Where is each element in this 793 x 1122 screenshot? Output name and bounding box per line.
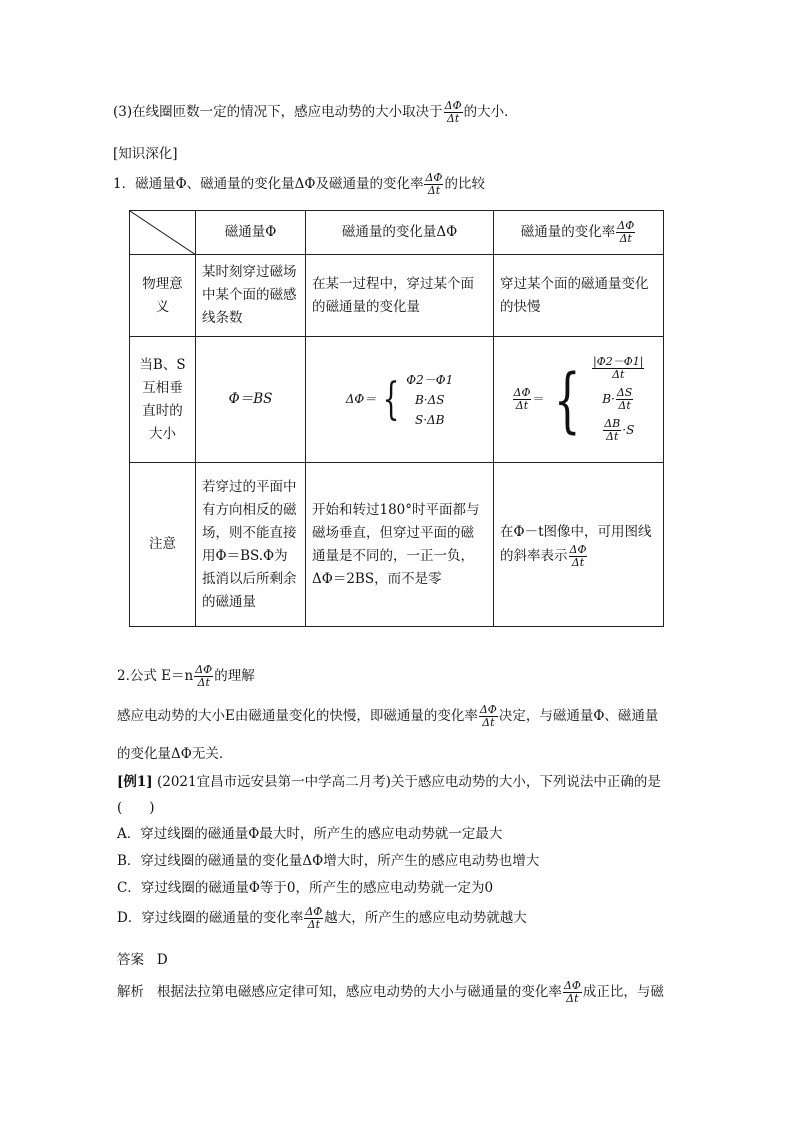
- brace-glyph: {: [382, 373, 400, 425]
- analysis-prefix: 根据法拉第电磁感应定律可知，感应电动势的大小与磁通量的变化率: [156, 984, 562, 1000]
- analysis-label: 解析: [117, 984, 144, 1000]
- fraction: [563, 980, 582, 1005]
- note-rate-text: 在Φ－t图像中，可用图线的斜率表示: [500, 523, 652, 564]
- answer-line: [117, 948, 168, 968]
- fraction-den: Δt: [619, 232, 632, 245]
- fraction-num: ΔΦ: [444, 99, 462, 112]
- fraction: [304, 906, 323, 931]
- paragraph-3-prefix: (3)在线圈匝数一定的情况下，感应电动势的大小取决于: [113, 104, 443, 120]
- fraction: [479, 704, 498, 729]
- piecewise-rate: [512, 356, 646, 443]
- fraction-den: Δt: [307, 918, 320, 931]
- table-row: [130, 255, 664, 337]
- fraction-den: Δt: [606, 430, 619, 443]
- cell-magnitude-change: [306, 337, 494, 463]
- rate-case-post: ·S: [622, 423, 635, 437]
- header-flux-rate-text: 磁通量的变化率: [520, 224, 616, 240]
- table-header-row: [130, 211, 664, 255]
- change-lhs: ΔΦ＝: [345, 392, 377, 406]
- fraction-num: ΔΦ: [513, 386, 531, 399]
- fraction-num: ΔΦ: [617, 219, 635, 232]
- rate-case-2: [591, 387, 645, 412]
- fraction-num: ΔΦ: [569, 542, 587, 556]
- option-d: [117, 906, 527, 931]
- fraction: [424, 172, 443, 197]
- paragraph-3-suffix: 的大小．: [463, 104, 518, 120]
- paragraph-3: [113, 100, 518, 125]
- cell-meaning-flux: 某时刻穿过磁场中某个面的磁感线条数: [196, 255, 306, 337]
- example-tag: [例1]: [117, 774, 153, 790]
- table-row: [130, 337, 664, 463]
- option-b: B．穿过线圈的磁通量的变化量ΔΦ增大时，所产生的感应电动势也增大: [117, 853, 540, 869]
- rate-case-3: [591, 418, 645, 443]
- paragraph-line-1: [117, 704, 658, 729]
- fraction: [603, 418, 621, 443]
- table-row: [130, 463, 664, 627]
- fraction-num: ΔS: [616, 386, 633, 399]
- fraction-den: Δt: [515, 399, 529, 412]
- rate-cases: [591, 356, 645, 443]
- rate-equals: ＝: [532, 392, 545, 406]
- option-d-suffix: 越大，所产生的感应电动势就越大: [324, 910, 527, 926]
- item-2-suffix: 的理解: [214, 668, 255, 684]
- cell-note-flux: 若穿过的平面中有方向相反的磁场，则不能直接用Φ＝BS.Φ为抵消以后所剩余的磁通量: [196, 463, 306, 627]
- row-label-magnitude: 当B、S互相垂直时的大小: [130, 337, 196, 463]
- fraction: [616, 387, 633, 412]
- row-label-meaning: 物理意义: [130, 255, 196, 337]
- change-case: B·ΔS: [414, 392, 445, 407]
- option-a: A．穿过线圈的磁通量Φ最大时，所产生的感应电动势就一定最大: [117, 826, 503, 842]
- analysis-line: [117, 980, 664, 1005]
- change-case: S·ΔB: [414, 412, 445, 427]
- fraction-den: Δt: [612, 368, 625, 381]
- fraction: [444, 100, 463, 125]
- option-d-prefix: D．穿过线圈的磁通量的变化率: [117, 910, 304, 926]
- header-flux-change: 磁通量的变化量ΔΦ: [306, 211, 494, 255]
- fraction: [569, 544, 588, 569]
- comparison-table: [129, 210, 664, 627]
- cell-magnitude-flux: Φ＝BS: [196, 337, 306, 463]
- fraction-num: ΔΦ: [479, 703, 497, 716]
- option-c: C．穿过线圈的磁通量Φ等于0，所产生的感应电动势就一定为0: [117, 880, 494, 896]
- fraction-den: Δt: [446, 112, 460, 125]
- change-cases: [406, 370, 453, 430]
- fraction-num: |Φ2－Φ1|: [593, 355, 644, 368]
- example-line: [117, 770, 661, 790]
- cell-note-change: 开始和转过180°时平面都与磁场垂直，但穿过平面的磁通量是不同的，一正一负，ΔΦ＝2BS，而不是零: [306, 463, 494, 627]
- analysis-suffix: 成正比，与磁: [582, 984, 664, 1000]
- cell-magnitude-rate: [494, 337, 664, 463]
- fraction-num: ΔΦ: [195, 663, 213, 676]
- header-flux: 磁通量Φ: [196, 211, 306, 255]
- fraction-den: Δt: [566, 992, 579, 1005]
- piecewise-change: [346, 370, 453, 430]
- fraction-den: Δt: [197, 676, 210, 689]
- fraction-den: Δt: [571, 555, 585, 569]
- fraction-den: Δt: [618, 399, 631, 412]
- item-1-prefix: 1．磁通量Φ、磁通量的变化量ΔΦ及磁通量的变化率: [113, 176, 424, 192]
- cell-note-rate: [494, 463, 664, 627]
- brace-glyph: {: [554, 358, 582, 441]
- header-flux-rate: [494, 211, 664, 255]
- change-case: Φ2－Φ1: [406, 372, 454, 387]
- paragraph-line-2: 的变化量ΔΦ无关．: [117, 746, 233, 762]
- paragraph-line-1-prefix: 感应电动势的大小E由磁通量变化的快慢，即磁通量的变化率: [117, 708, 478, 724]
- example-paren: ( ): [117, 800, 155, 816]
- fraction: [513, 387, 532, 412]
- fraction: [616, 220, 635, 245]
- diagonal-corner-cell: [130, 211, 196, 255]
- paragraph-line-1-suffix: 决定，与磁通量Φ、磁通量: [498, 708, 659, 724]
- item-1-heading: [113, 172, 485, 197]
- fraction: [592, 356, 644, 381]
- fraction-num: ΔΦ: [305, 905, 323, 918]
- diagonal-line: [130, 211, 196, 255]
- item-2-heading: [117, 664, 255, 689]
- item-2-prefix: 2.公式 E＝n: [117, 668, 194, 684]
- cell-meaning-change: 在某一过程中，穿过某个面的磁通量的变化量: [306, 255, 494, 337]
- fraction-den: Δt: [482, 716, 495, 729]
- fraction-num: ΔΦ: [425, 171, 443, 184]
- answer-value: D: [156, 952, 168, 968]
- fraction-num: ΔΦ: [563, 979, 581, 992]
- row-label-note: 注意: [130, 463, 196, 627]
- fraction-num: ΔB: [604, 417, 621, 430]
- section-label: [知识深化]: [113, 146, 178, 162]
- example-text: (2021宜昌市远安县第一中学高二月考)关于感应电动势的大小，下列说法中正确的是: [156, 774, 661, 790]
- answer-label: 答案: [117, 952, 144, 968]
- item-1-suffix: 的比较: [444, 176, 485, 192]
- rate-case-pre: B·: [602, 392, 615, 406]
- cell-meaning-rate: 穿过某个面的磁通量变化的快慢: [494, 255, 664, 337]
- fraction: [194, 664, 213, 689]
- fraction-den: Δt: [427, 184, 441, 197]
